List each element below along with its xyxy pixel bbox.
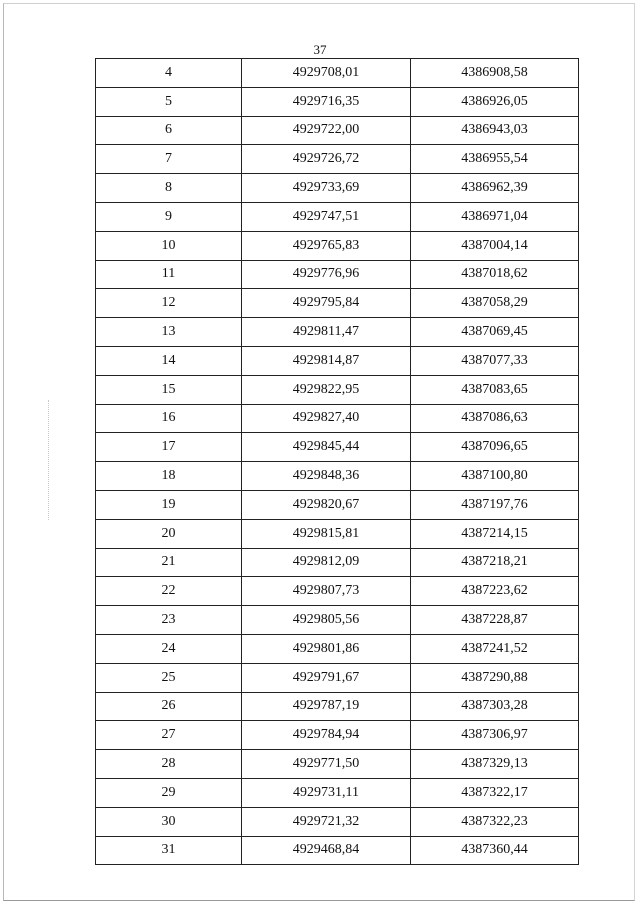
x-coordinate-cell: 4929822,95 [242, 375, 411, 404]
table-row [96, 750, 579, 779]
y-coordinate-cell: 4387322,23 [411, 807, 579, 836]
point-number-cell: 30 [96, 807, 242, 836]
x-coordinate-cell: 4929722,00 [242, 116, 411, 145]
table-row [96, 318, 579, 347]
table-row [96, 375, 579, 404]
x-coordinate-cell: 4929726,72 [242, 145, 411, 174]
point-number-cell: 4 [96, 59, 242, 88]
x-coordinate-cell: 4929848,36 [242, 462, 411, 491]
point-number-cell: 29 [96, 778, 242, 807]
coordinates-table-body [96, 59, 579, 865]
y-coordinate-cell: 4387086,63 [411, 404, 579, 433]
x-coordinate-cell: 4929827,40 [242, 404, 411, 433]
x-coordinate-cell: 4929733,69 [242, 174, 411, 203]
x-coordinate-cell: 4929815,81 [242, 519, 411, 548]
y-coordinate-cell: 4387214,15 [411, 519, 579, 548]
x-coordinate-cell: 4929776,96 [242, 260, 411, 289]
point-number-cell: 25 [96, 663, 242, 692]
y-coordinate-cell: 4387004,14 [411, 231, 579, 260]
x-coordinate-cell: 4929765,83 [242, 231, 411, 260]
point-number-cell: 18 [96, 462, 242, 491]
y-coordinate-cell: 4387290,88 [411, 663, 579, 692]
table-row [96, 346, 579, 375]
y-coordinate-cell: 4387083,65 [411, 375, 579, 404]
y-coordinate-cell: 4387303,28 [411, 692, 579, 721]
point-number-cell: 10 [96, 231, 242, 260]
table-row [96, 174, 579, 203]
y-coordinate-cell: 4386962,39 [411, 174, 579, 203]
x-coordinate-cell: 4929791,67 [242, 663, 411, 692]
y-coordinate-cell: 4386908,58 [411, 59, 579, 88]
table-row [96, 145, 579, 174]
point-number-cell: 27 [96, 721, 242, 750]
table-row [96, 548, 579, 577]
y-coordinate-cell: 4387218,21 [411, 548, 579, 577]
page-number: 37 [313, 42, 327, 57]
point-number-cell: 8 [96, 174, 242, 203]
point-number-cell: 31 [96, 836, 242, 865]
point-number-cell: 6 [96, 116, 242, 145]
x-coordinate-cell: 4929811,47 [242, 318, 411, 347]
y-coordinate-cell: 4387223,62 [411, 577, 579, 606]
table-row [96, 59, 579, 88]
x-coordinate-cell: 4929731,11 [242, 778, 411, 807]
x-coordinate-cell: 4929468,84 [242, 836, 411, 865]
x-coordinate-cell: 4929787,19 [242, 692, 411, 721]
x-coordinate-cell: 4929805,56 [242, 606, 411, 635]
y-coordinate-cell: 4387306,97 [411, 721, 579, 750]
point-number-cell: 14 [96, 346, 242, 375]
table-row [96, 289, 579, 318]
point-number-cell: 22 [96, 577, 242, 606]
table-row [96, 231, 579, 260]
table-row [96, 836, 579, 865]
x-coordinate-cell: 4929795,84 [242, 289, 411, 318]
x-coordinate-cell: 4929801,86 [242, 634, 411, 663]
y-coordinate-cell: 4387360,44 [411, 836, 579, 865]
point-number-cell: 20 [96, 519, 242, 548]
table-row [96, 260, 579, 289]
table-row [96, 404, 579, 433]
margin-mark [48, 400, 50, 520]
x-coordinate-cell: 4929716,35 [242, 87, 411, 116]
table-row [96, 778, 579, 807]
y-coordinate-cell: 4386971,04 [411, 202, 579, 231]
point-number-cell: 15 [96, 375, 242, 404]
x-coordinate-cell: 4929812,09 [242, 548, 411, 577]
table-row [96, 202, 579, 231]
y-coordinate-cell: 4387329,13 [411, 750, 579, 779]
table-row [96, 490, 579, 519]
y-coordinate-cell: 4387228,87 [411, 606, 579, 635]
x-coordinate-cell: 4929771,50 [242, 750, 411, 779]
table-row [96, 433, 579, 462]
y-coordinate-cell: 4387058,29 [411, 289, 579, 318]
table-row [96, 807, 579, 836]
y-coordinate-cell: 4386943,03 [411, 116, 579, 145]
table-row [96, 519, 579, 548]
table-row [96, 577, 579, 606]
y-coordinate-cell: 4387322,17 [411, 778, 579, 807]
table-row [96, 87, 579, 116]
table-row [96, 721, 579, 750]
y-coordinate-cell: 4387018,62 [411, 260, 579, 289]
y-coordinate-cell: 4387197,76 [411, 490, 579, 519]
x-coordinate-cell: 4929807,73 [242, 577, 411, 606]
x-coordinate-cell: 4929784,94 [242, 721, 411, 750]
point-number-cell: 23 [96, 606, 242, 635]
coordinates-table [95, 58, 579, 865]
y-coordinate-cell: 4387096,65 [411, 433, 579, 462]
table-row [96, 634, 579, 663]
y-coordinate-cell: 4387100,80 [411, 462, 579, 491]
point-number-cell: 17 [96, 433, 242, 462]
point-number-cell: 7 [96, 145, 242, 174]
point-number-cell: 11 [96, 260, 242, 289]
point-number-cell: 26 [96, 692, 242, 721]
point-number-cell: 28 [96, 750, 242, 779]
y-coordinate-cell: 4387069,45 [411, 318, 579, 347]
y-coordinate-cell: 4387241,52 [411, 634, 579, 663]
y-coordinate-cell: 4386926,05 [411, 87, 579, 116]
point-number-cell: 12 [96, 289, 242, 318]
table-row [96, 606, 579, 635]
x-coordinate-cell: 4929820,67 [242, 490, 411, 519]
x-coordinate-cell: 4929814,87 [242, 346, 411, 375]
x-coordinate-cell: 4929845,44 [242, 433, 411, 462]
point-number-cell: 9 [96, 202, 242, 231]
table-row [96, 663, 579, 692]
x-coordinate-cell: 4929708,01 [242, 59, 411, 88]
x-coordinate-cell: 4929721,32 [242, 807, 411, 836]
point-number-cell: 13 [96, 318, 242, 347]
point-number-cell: 16 [96, 404, 242, 433]
table-row [96, 692, 579, 721]
table-row [96, 462, 579, 491]
y-coordinate-cell: 4387077,33 [411, 346, 579, 375]
point-number-cell: 5 [96, 87, 242, 116]
y-coordinate-cell: 4386955,54 [411, 145, 579, 174]
table-row [96, 116, 579, 145]
point-number-cell: 21 [96, 548, 242, 577]
point-number-cell: 19 [96, 490, 242, 519]
x-coordinate-cell: 4929747,51 [242, 202, 411, 231]
point-number-cell: 24 [96, 634, 242, 663]
